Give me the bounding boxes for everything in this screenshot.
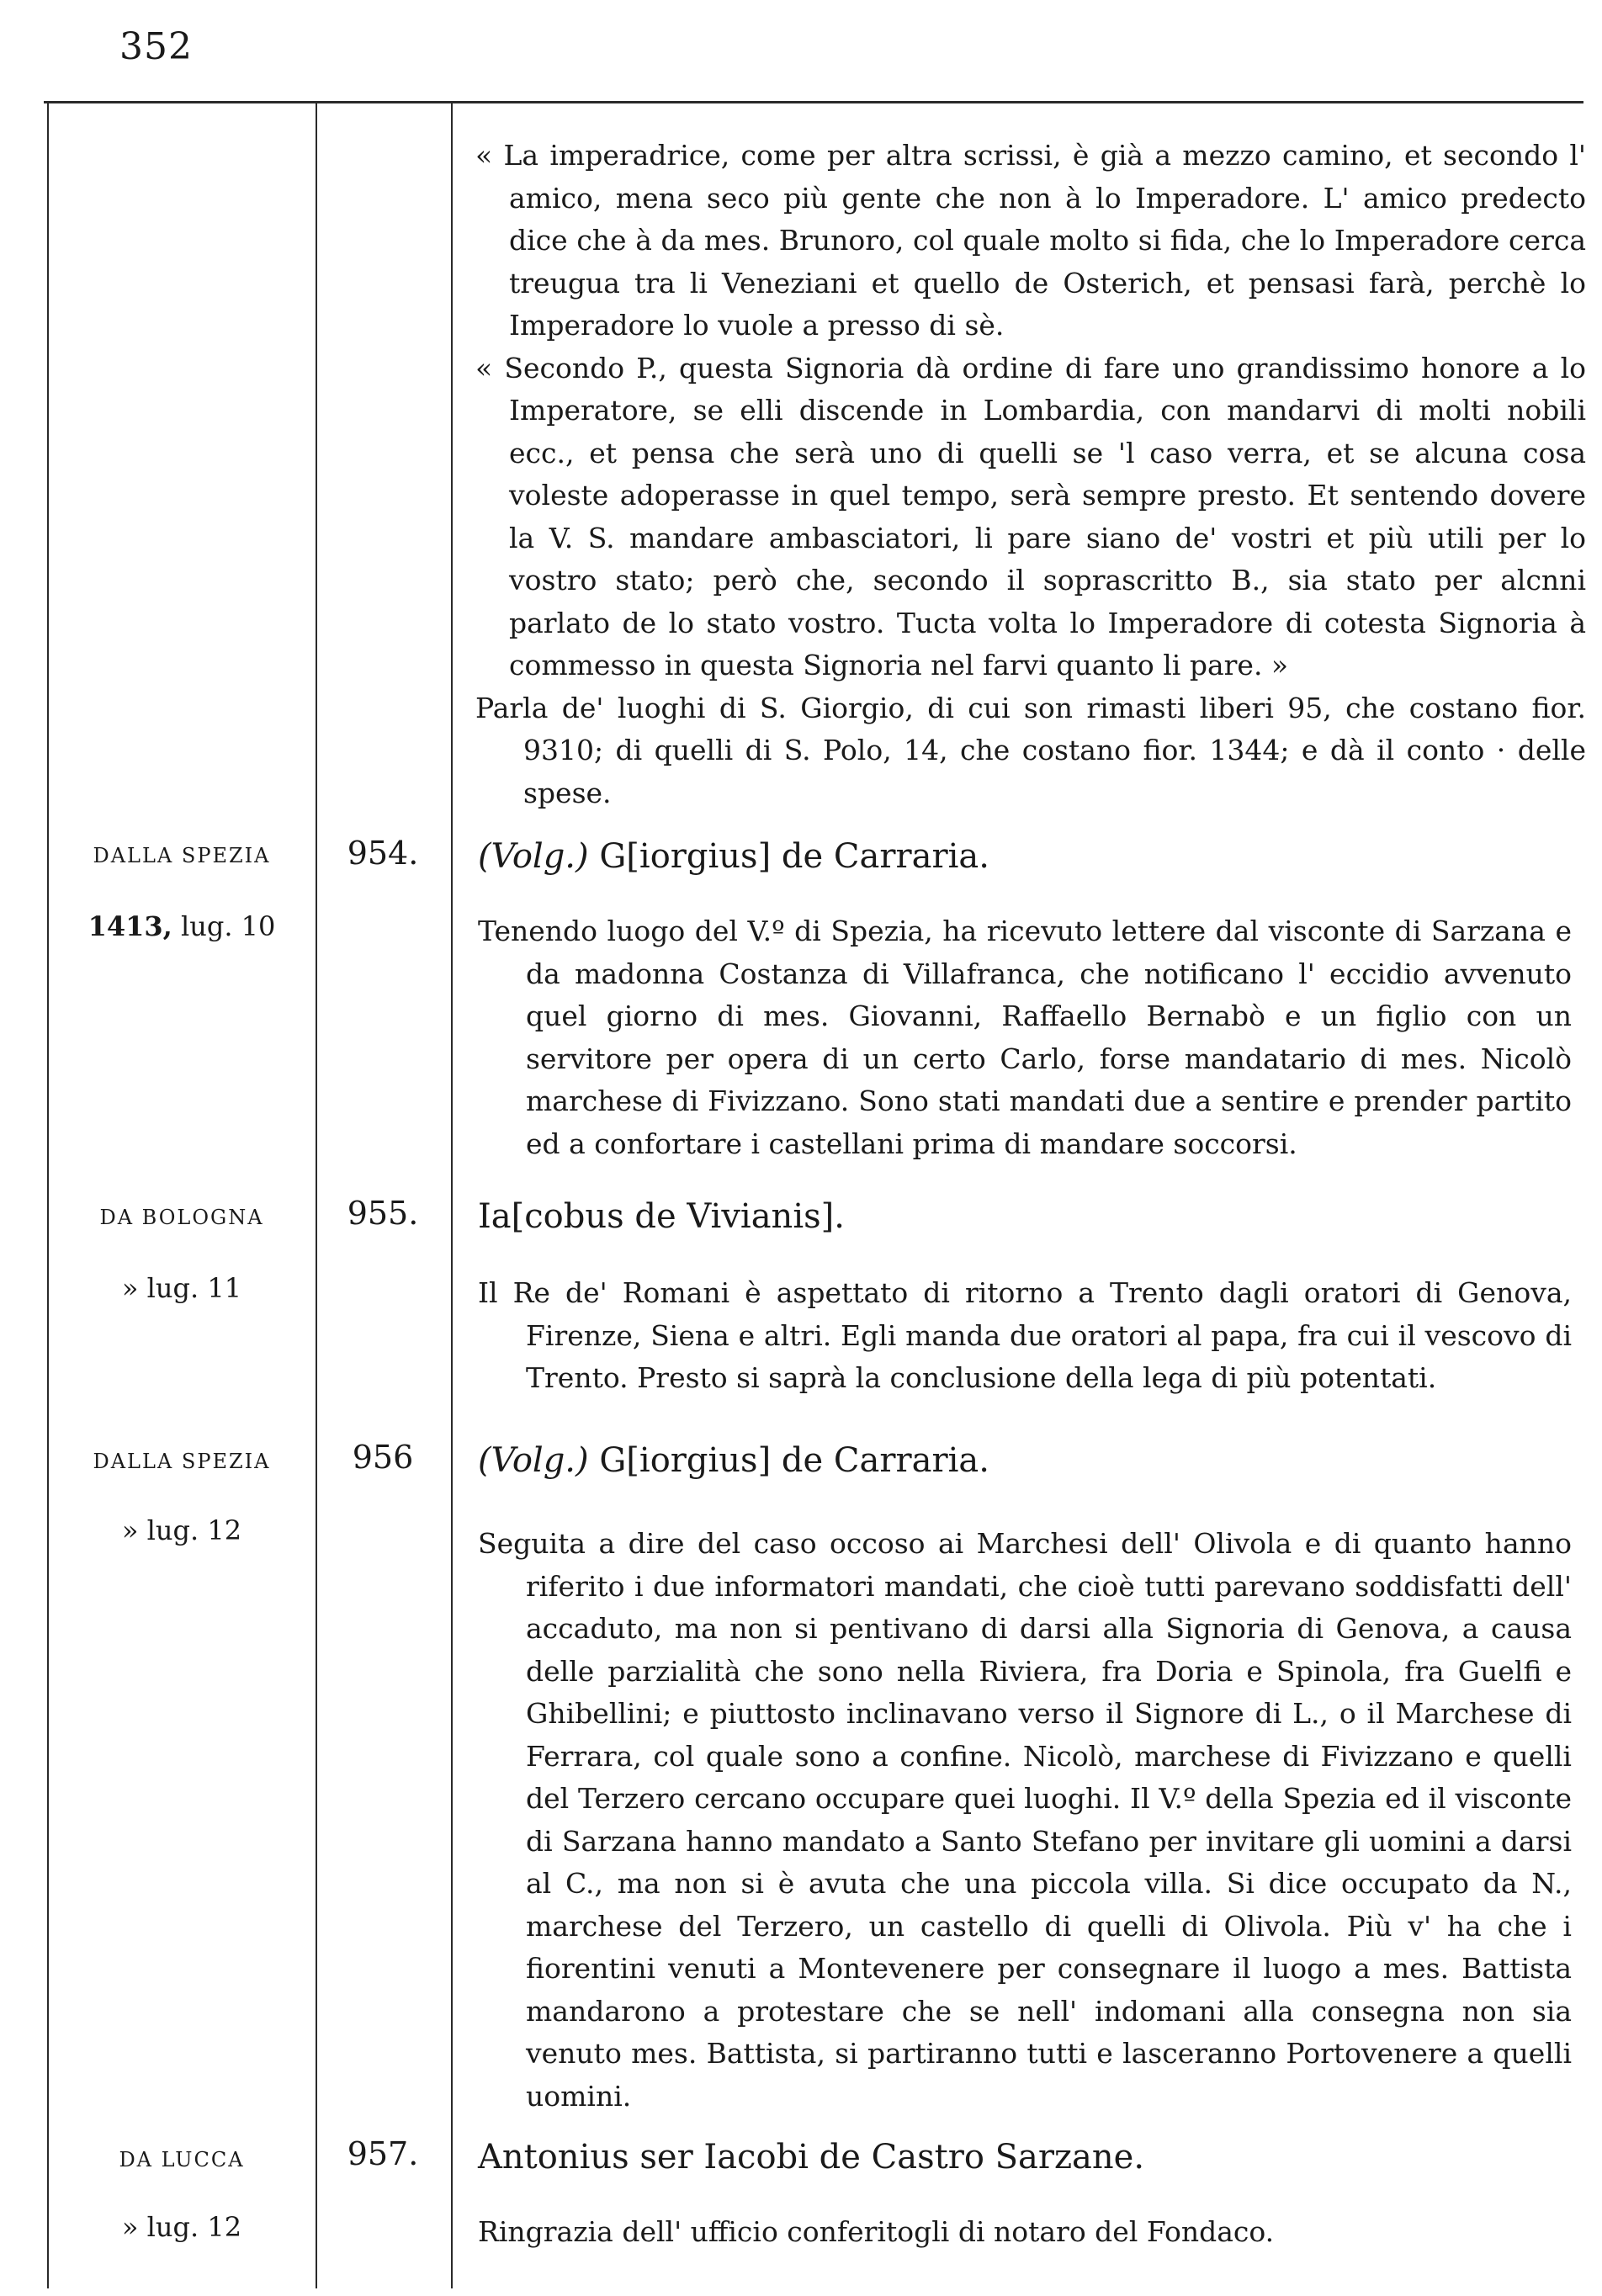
continuation-block — [475, 135, 1586, 814]
entry-955-number: 955. — [347, 1195, 419, 1232]
entry-957-day: lug. 12 — [146, 2211, 242, 2243]
entry-957-year: » — [121, 2211, 139, 2243]
column-rule-place — [316, 101, 317, 2288]
column-rule-number — [451, 101, 453, 2288]
entry-954-heading — [478, 835, 1572, 878]
entry-955-summary: Il Re de' Romani è aspettato di ritorno a Trento dagli oratori di Genova, Firenze, Siena e altri. Egli manda due oratori al papa, fra cui il vescovo di Trento. Presto si saprà la conclusione della lega di più potentati. — [478, 1276, 1572, 1394]
entry-956-heading-text: G[iorgius] de Carraria. — [599, 1441, 989, 1480]
entry-956-date — [50, 1514, 313, 1546]
left-rule — [47, 101, 49, 2288]
entry-955-heading-text: Ia[cobus de Vivianis]. — [478, 1197, 845, 1236]
entry-956-heading — [478, 1439, 1572, 1482]
entry-955-heading — [478, 1195, 1572, 1238]
entry-954-date — [50, 910, 313, 942]
entry-957-date — [50, 2211, 313, 2243]
entry-957-number: 957. — [347, 2135, 419, 2172]
entry-957-heading — [478, 2135, 1572, 2179]
entry-955-place: DA BOLOGNA — [99, 1206, 264, 1229]
quote-paragraph-2: « Secondo P., questa Signoria dà ordine di fare uno grandissimo honore a lo Imperatore, se elli discende in Lombardia, con mandarvi di molti nobili ecc., et pensa che serà uno di quelli se 'l caso verra, et se alcuna cosa voleste adoperasse in quel tempo, serà sempre presto. Et sentendo dovere la V. S. mandare ambasciatori, li pare siano de' vostri et più utili per lo vostro stato; però che, secondo il soprascritto B., sia stato per alcnni parlato de lo stato vostro. Tucta volta lo Imperadore di cotesta Signoria à commesso in questa Signoria nel farvi quanto li pare. » — [475, 351, 1586, 681]
entry-956-day: lug. 12 — [146, 1514, 242, 1546]
entry-954-heading-prefix: (Volg.) — [478, 837, 589, 876]
entry-956-number: 956 — [352, 1439, 414, 1476]
quote-paragraph-1: « La imperadrice, come per altra scrissi, è già a mezzo camino, et secondo l' amico, mena seco più gente che non à lo Imperadore. L' amico predecto dice che à da mes. Brunoro, col quale molto si fida, che lo Imperadore cerca treugua tra li Veneziani et quello de Osterich, et pensasi farà, perchè lo Imperadore lo vuole a presso di sè. — [475, 139, 1586, 342]
entry-957-heading-text: Antonius ser Iacobi de Castro Sarzane. — [478, 2138, 1145, 2177]
entry-954-place: DALLA SPEZIA — [93, 844, 271, 867]
entry-954-year: 1413, — [88, 910, 172, 942]
entry-956-summary-block — [478, 1523, 1572, 2118]
entry-957-place: DA LUCCA — [119, 2148, 245, 2171]
entry-954-summary-block — [478, 910, 1572, 1165]
entry-954-summary: Tenendo luogo del V.º di Spezia, ha ricevuto lettere dal visconte di Sarzana e da madonna Costanza di Villafranca, che notificano l' eccidio avvenuto quel giorno di mes. Giovanni, Raffaello Bernabò e un figlio con un servitore per opera di un certo Carlo, forse mandatario di mes. Nicolò marchese di Fivizzano. Sono stati mandati due a sentire e prender partito ed a confortare i castellani prima di mandare soccorsi. — [478, 915, 1572, 1160]
entry-955-summary-block — [478, 1272, 1572, 1400]
entry-955-year: » — [121, 1272, 139, 1304]
entry-956-year: » — [121, 1514, 139, 1546]
entry-956-place: DALLA SPEZIA — [93, 1450, 271, 1473]
entry-955-date — [50, 1272, 313, 1304]
entry-954-day: lug. 10 — [180, 910, 276, 942]
entry-954-number: 954. — [347, 835, 419, 872]
entry-955-day: lug. 11 — [146, 1272, 242, 1304]
entry-956-heading-prefix: (Volg.) — [478, 1441, 589, 1480]
entry-954-heading-text: G[iorgius] de Carraria. — [599, 837, 989, 876]
entry-957-summary: Ringrazia dell' ufficio conferitogli di notaro del Fondaco. — [478, 2215, 1275, 2248]
top-rule — [44, 101, 1583, 103]
entry-956-summary: Seguita a dire del caso occoso ai Marchesi dell' Olivola e di quanto hanno riferito i due informatori mandati, che cioè tutti parevano soddisfatti dell' accaduto, ma non si pentivano di darsi alla Signoria di Genova, a causa delle parzialità che sono nella Riviera, fra Doria e Spinola, fra Guelfi e Ghibellini; e piuttosto inclinavano verso il Signore di L., o il Marchese di Ferrara, col quale sono a confine. Nicolò, marchese di Fivizzano e quelli del Terzero cercano occupare quei luoghi. Il V.º della Spezia ed il visconte di Sarzana hanno mandato a Santo Stefano per invitare gli uomini a darsi al C., ma non si è avuta che una piccola villa. Si dice occupato da N., marchese del Terzero, un castello di quelli di Olivola. Più v' ha che i fiorentini venuti a Montevenere per consegnare il luogo a mes. Battista mandarono a protestare che se nell' indomani alla consegna non sia venuto mes. Battista, si partiranno tutti e lasceranno Portovenere a quelli uomini. — [478, 1527, 1572, 2113]
entry-957-summary-block — [478, 2211, 1572, 2254]
page-number: 352 — [119, 25, 193, 68]
summary-paragraph: Parla de' luoghi di S. Giorgio, di cui son rimasti liberi 95, che costano fior. 9310; di quelli di S. Polo, 14, che costano fior. 1344; e dà il conto · delle spese. — [475, 691, 1586, 809]
